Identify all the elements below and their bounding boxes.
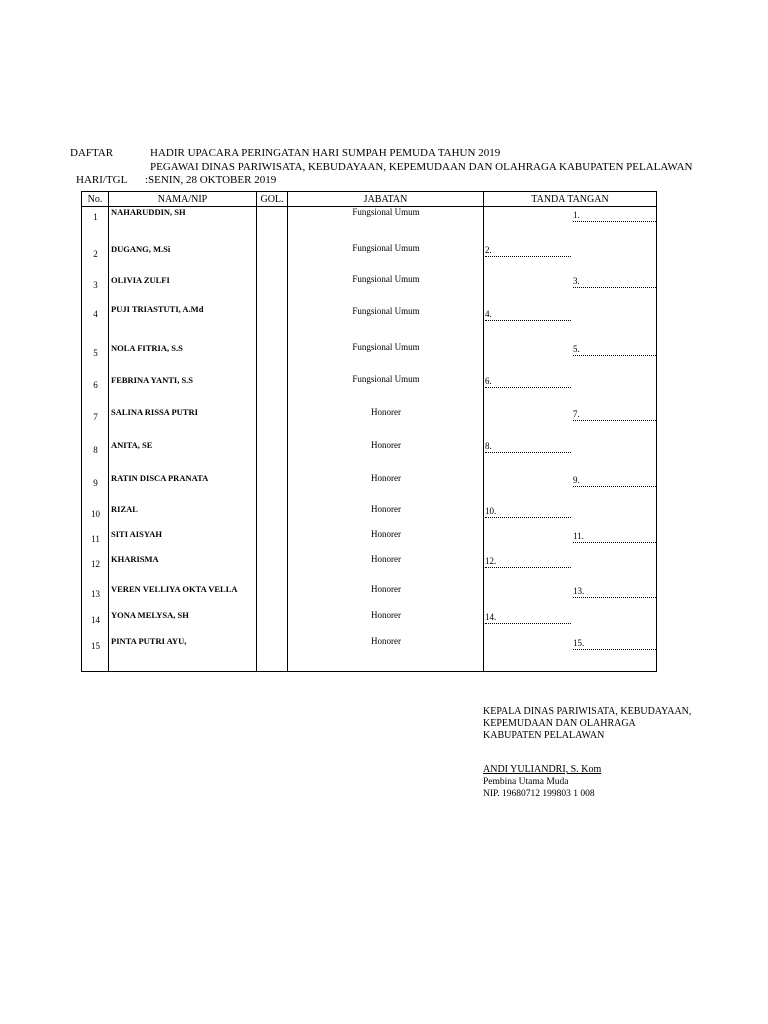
row-jabatan: Honorer xyxy=(371,440,401,450)
signature-line[interactable]: 1. xyxy=(573,209,656,222)
row-jabatan: Fungsional Umum xyxy=(352,274,420,284)
footer-line-1: KEPALA DINAS PARIWISATA, KEBUDAYAAN, xyxy=(483,706,692,717)
signature-line[interactable]: 3. xyxy=(573,275,656,288)
row-jabatan: Honorer xyxy=(371,584,401,594)
row-name: SITI AISYAH xyxy=(111,529,162,539)
row-name: PINTA PUTRI AYU, xyxy=(111,636,187,646)
row-jabatan: Honorer xyxy=(371,554,401,564)
signature-line[interactable]: 9. xyxy=(573,474,656,487)
col-divider xyxy=(108,192,109,671)
row-jabatan: Fungsional Umum xyxy=(352,342,420,352)
row-jabatan: Honorer xyxy=(371,473,401,483)
col-header-no: No. xyxy=(87,194,103,205)
attendance-table xyxy=(81,191,657,672)
signature-line[interactable]: 5. xyxy=(573,343,656,356)
row-name: ANITA, SE xyxy=(111,440,153,450)
row-name: DUGANG, M.Si xyxy=(111,244,171,254)
row-jabatan: Honorer xyxy=(371,504,401,514)
row-number: 1 xyxy=(93,212,98,222)
date-value: :SENIN, 28 OKTOBER 2019 xyxy=(145,174,277,186)
signature-line[interactable]: 12. xyxy=(485,555,571,568)
row-name: RIZAL xyxy=(111,504,138,514)
row-name: PUJI TRIASTUTI, A.Md xyxy=(111,304,204,314)
signature-line[interactable]: 13. xyxy=(573,585,656,598)
row-number: 3 xyxy=(93,280,98,290)
row-jabatan: Honorer xyxy=(371,636,401,646)
row-jabatan: Fungsional Umum xyxy=(352,207,420,217)
row-name: OLIVIA ZULFI xyxy=(111,275,170,285)
title-line-2: PEGAWAI DINAS PARIWISATA, KEBUDAYAAN, KEPEMUDAAN DAN OLAHRAGA KABUPATEN PELALAWAN xyxy=(150,161,693,173)
signer-nip: NIP. 19680712 199803 1 008 xyxy=(483,789,595,799)
col-header-nama: NAMA/NIP xyxy=(157,194,208,205)
signer-rank: Pembina Utama Muda xyxy=(483,777,569,787)
signature-line[interactable]: 15. xyxy=(573,637,656,650)
signer-name: ANDI YULIANDRI, S. Kom xyxy=(483,764,602,775)
signature-line[interactable]: 14. xyxy=(485,611,571,624)
row-name: NOLA FITRIA, S.S xyxy=(111,343,183,353)
col-divider xyxy=(287,192,288,671)
signature-line[interactable]: 7. xyxy=(573,408,656,421)
daftar-label: DAFTAR xyxy=(70,147,114,159)
row-jabatan: Honorer xyxy=(371,610,401,620)
row-number: 7 xyxy=(93,412,98,422)
row-jabatan: Honorer xyxy=(371,407,401,417)
col-header-tanda-tangan: TANDA TANGAN xyxy=(531,194,609,205)
row-jabatan: Honorer xyxy=(371,529,401,539)
signature-line[interactable]: 11. xyxy=(573,530,656,543)
row-number: 9 xyxy=(93,478,98,488)
signature-line[interactable]: 6. xyxy=(485,375,571,388)
row-number: 8 xyxy=(93,445,98,455)
title-line-1: HADIR UPACARA PERINGATAN HARI SUMPAH PEMUDA TAHUN 2019 xyxy=(150,147,501,159)
row-number: 11 xyxy=(91,534,100,544)
row-number: 12 xyxy=(91,559,100,569)
signature-line[interactable]: 8. xyxy=(485,440,571,453)
col-header-jabatan: JABATAN xyxy=(363,194,408,205)
footer-line-3: KABUPATEN PELALAWAN xyxy=(483,730,605,741)
footer-line-2: KEPEMUDAAN DAN OLAHRAGA xyxy=(483,718,636,729)
signature-line[interactable]: 2. xyxy=(485,244,571,257)
row-number: 5 xyxy=(93,348,98,358)
row-jabatan: Fungsional Umum xyxy=(352,243,420,253)
row-number: 2 xyxy=(93,249,98,259)
row-number: 4 xyxy=(93,309,98,319)
row-name: VEREN VELLIYA OKTA VELLA xyxy=(111,584,238,594)
signature-line[interactable]: 4. xyxy=(485,308,571,321)
row-jabatan: Fungsional Umum xyxy=(352,374,420,384)
row-number: 14 xyxy=(91,615,100,625)
row-jabatan: Fungsional Umum xyxy=(352,306,420,316)
row-number: 15 xyxy=(91,641,100,651)
row-number: 6 xyxy=(93,380,98,390)
col-header-gol: GOL. xyxy=(260,194,284,205)
row-name: SALINA RISSA PUTRI xyxy=(111,407,198,417)
row-number: 10 xyxy=(91,509,100,519)
col-divider xyxy=(256,192,257,671)
row-number: 13 xyxy=(91,589,100,599)
signature-line[interactable]: 10. xyxy=(485,505,571,518)
col-divider xyxy=(483,192,484,671)
row-name: NAHARUDDIN, SH xyxy=(111,207,186,217)
date-label: HARI/TGL xyxy=(76,174,128,186)
row-name: KHARISMA xyxy=(111,554,159,564)
row-name: YONA MELYSA, SH xyxy=(111,610,189,620)
row-name: FEBRINA YANTI, S.S xyxy=(111,375,194,385)
row-name: RATIN DISCA PRANATA xyxy=(111,473,209,483)
